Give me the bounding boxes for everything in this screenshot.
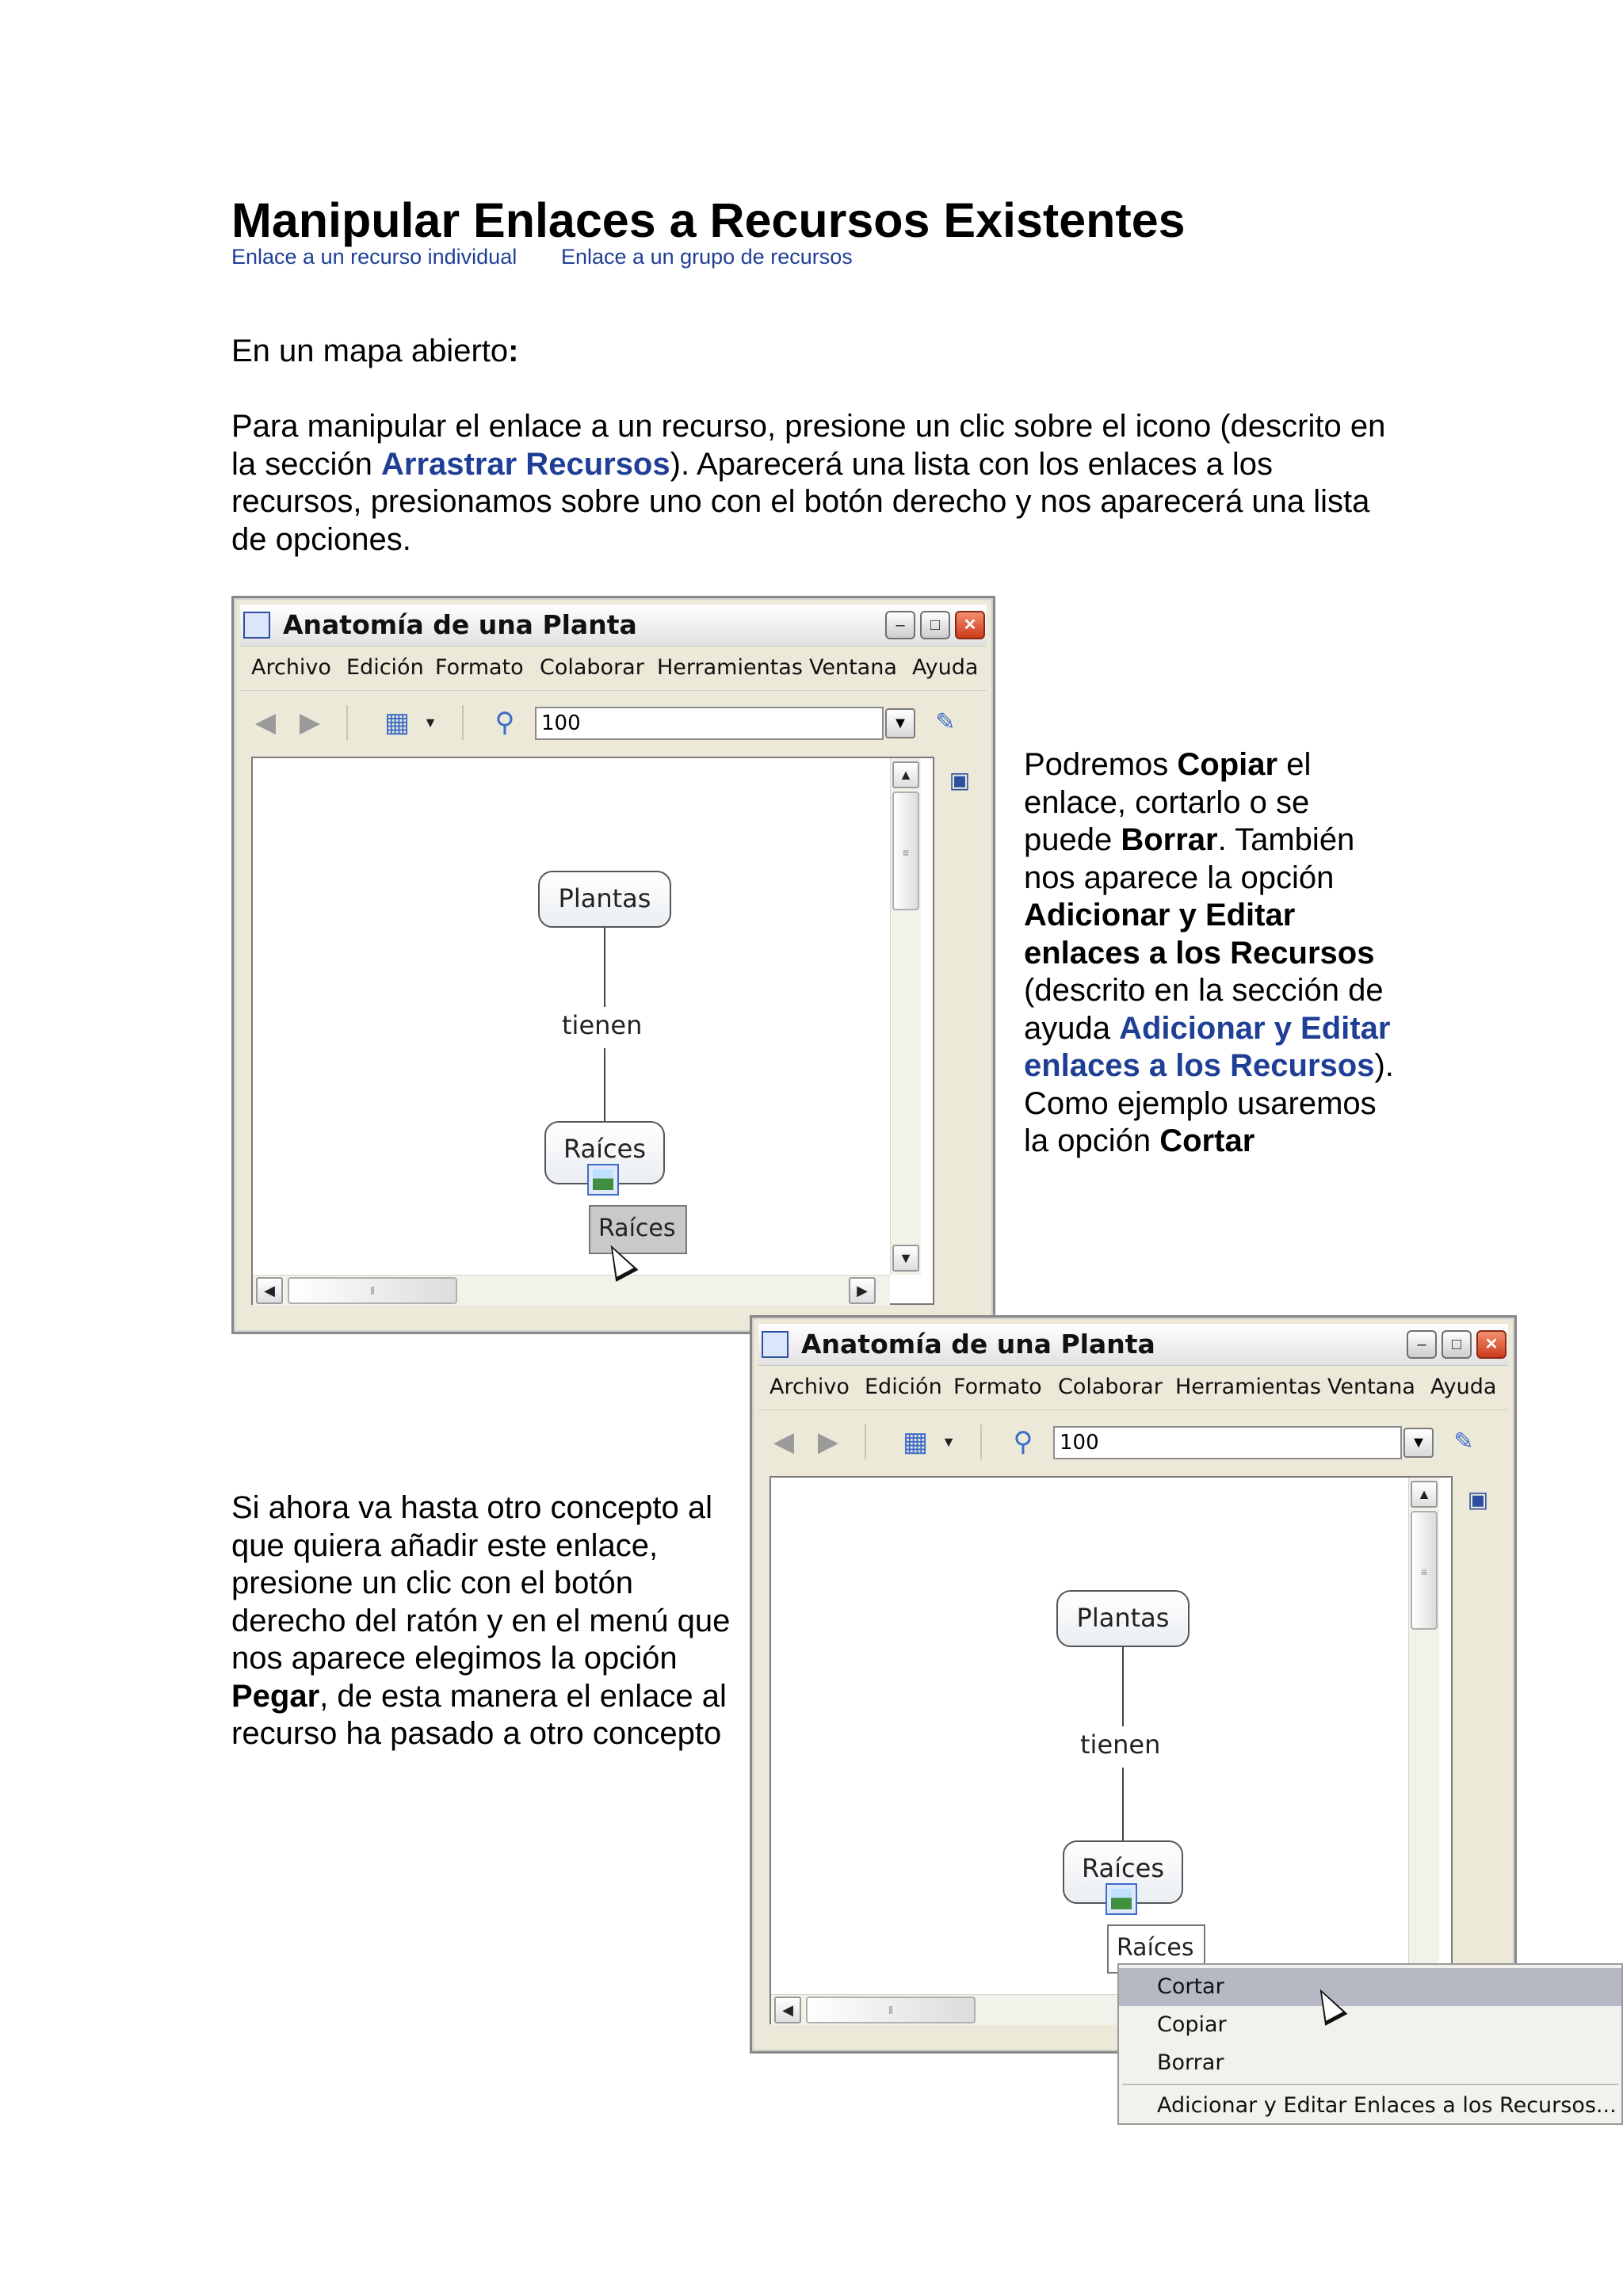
menu-edicion[interactable]: Edición bbox=[346, 655, 424, 680]
zoom-icon[interactable]: ⚲ bbox=[495, 707, 515, 738]
concept-raices[interactable]: Raíces bbox=[544, 1121, 665, 1184]
menu-item-cortar[interactable]: Cortar bbox=[1119, 1968, 1621, 2006]
close-button[interactable]: ✕ bbox=[955, 611, 985, 639]
zoom-dropdown-button[interactable]: ▼ bbox=[1403, 1428, 1434, 1458]
menu-archivo[interactable]: Archivo bbox=[769, 1375, 850, 1399]
menu-ventana[interactable]: Ventana bbox=[1327, 1375, 1415, 1399]
map-canvas[interactable] bbox=[769, 1476, 1453, 2024]
menu-ventana[interactable]: Ventana bbox=[809, 655, 897, 680]
horizontal-scrollbar[interactable] bbox=[253, 1275, 890, 1306]
paragraph-options: Podremos Copiar el enlace, cortarlo o se puede Borrar. También nos aparece la opción Adicionar y Editar enlaces a los Recursos (descrito en la sección de ayuda Adicionar y Editar enlaces a los Recursos). Como ejemplo usaremos la opción Cortar bbox=[1024, 747, 1394, 1158]
linking-phrase[interactable]: tienen bbox=[1080, 1730, 1161, 1760]
scroll-up-button[interactable]: ▲ bbox=[1411, 1481, 1438, 1508]
window-title: Anatomía de una Planta bbox=[283, 609, 637, 640]
menu-herramientas[interactable]: Herramientas bbox=[1175, 1375, 1321, 1399]
zoom-dropdown-button[interactable]: ▼ bbox=[885, 708, 915, 738]
window-titlebar[interactable] bbox=[240, 605, 987, 646]
menu-bar bbox=[758, 1367, 1508, 1405]
menu-formato[interactable]: Formato bbox=[953, 1375, 1042, 1399]
menu-herramientas[interactable]: Herramientas bbox=[657, 655, 803, 680]
window-titlebar[interactable] bbox=[758, 1324, 1508, 1366]
presentation-icon[interactable]: ▣ bbox=[949, 768, 971, 792]
forward-arrow-icon[interactable]: ▶ bbox=[299, 707, 321, 738]
page-title: Manipular Enlaces a Recursos Existentes bbox=[231, 193, 1186, 247]
menu-bar bbox=[240, 647, 987, 685]
linking-phrase[interactable]: tienen bbox=[562, 1010, 643, 1040]
toolbar bbox=[240, 690, 987, 751]
paragraph-manipulate-link: Para manipular el enlace a un recurso, presione un clic sobre el icono (descrito en la sección Arrastrar Recursos). Aparecerá una lista con los enlaces a los recursos, presionamos sobre uno con el botón derecho y nos aparecerá una lista de opciones. bbox=[231, 409, 1386, 557]
scroll-right-button[interactable]: ▶ bbox=[849, 1277, 876, 1304]
vertical-scrollbar[interactable] bbox=[890, 758, 921, 1275]
scroll-left-button[interactable]: ◀ bbox=[256, 1277, 283, 1304]
vertical-scrollbar[interactable] bbox=[1408, 1478, 1439, 1994]
menu-archivo[interactable]: Archivo bbox=[251, 655, 331, 680]
menu-item-copiar[interactable]: Copiar bbox=[1157, 2012, 1227, 2037]
scroll-left-button[interactable]: ◀ bbox=[774, 1997, 801, 2023]
scroll-up-button[interactable]: ▲ bbox=[892, 761, 919, 788]
app-window-2 bbox=[750, 1315, 1517, 2054]
menu-ayuda[interactable]: Ayuda bbox=[912, 655, 979, 680]
paragraph-paste: Si ahora va hasta otro concepto al que quiera añadir este enlace, presione un clic con el botón derecho del ratón y en el menú que nos aparece elegimos la opción Pegar, de esta manera el enlace al recurso ha pasado a otro concepto bbox=[231, 1490, 731, 1751]
scroll-down-button[interactable]: ▼ bbox=[892, 1245, 919, 1272]
image-resource-icon[interactable] bbox=[587, 1164, 619, 1196]
scroll-thumb[interactable]: ≡ bbox=[892, 791, 919, 910]
map-canvas[interactable] bbox=[251, 757, 934, 1305]
close-button[interactable]: ✕ bbox=[1476, 1330, 1507, 1359]
concept-plantas[interactable]: Plantas bbox=[1056, 1590, 1190, 1647]
zoom-input[interactable]: 100 bbox=[1053, 1426, 1402, 1459]
view-icon[interactable]: ▦ bbox=[902, 1427, 929, 1457]
view-icon[interactable]: ▦ bbox=[384, 707, 411, 738]
back-arrow-icon[interactable]: ◀ bbox=[773, 1427, 795, 1457]
window-title: Anatomía de una Planta bbox=[801, 1329, 1155, 1360]
back-arrow-icon[interactable]: ◀ bbox=[254, 707, 277, 738]
zoom-icon[interactable]: ⚲ bbox=[1013, 1427, 1033, 1457]
forward-arrow-icon[interactable]: ▶ bbox=[817, 1427, 839, 1457]
app-window-1 bbox=[231, 596, 995, 1334]
minimize-button[interactable]: – bbox=[885, 611, 915, 639]
resource-list-item[interactable]: Raíces bbox=[589, 1205, 687, 1254]
maximize-button[interactable]: □ bbox=[920, 611, 950, 639]
presentation-icon[interactable]: ▣ bbox=[1467, 1487, 1489, 1512]
image-resource-icon[interactable] bbox=[1106, 1883, 1137, 1915]
menu-item-borrar[interactable]: Borrar bbox=[1157, 2050, 1224, 2075]
concept-map-icon bbox=[243, 612, 270, 639]
link-arrastrar-recursos[interactable]: Arrastrar Recursos bbox=[380, 446, 670, 482]
menu-colaborar[interactable]: Colaborar bbox=[1058, 1375, 1163, 1399]
style-icon[interactable]: ✎ bbox=[1453, 1428, 1474, 1455]
style-icon[interactable]: ✎ bbox=[935, 709, 956, 735]
hscroll-thumb[interactable]: ‖ bbox=[806, 1997, 976, 2023]
hscroll-thumb[interactable]: ‖ bbox=[288, 1277, 457, 1304]
toolbar bbox=[758, 1409, 1508, 1470]
menu-item-adicionar-editar[interactable]: Adicionar y Editar Enlaces a los Recursos... bbox=[1157, 2093, 1617, 2118]
zoom-input[interactable]: 100 bbox=[535, 707, 884, 740]
chevron-down-icon[interactable]: ▼ bbox=[941, 1434, 956, 1450]
menu-formato[interactable]: Formato bbox=[435, 655, 524, 680]
link-adicionar-editar[interactable]: Adicionar y Editar enlaces a los Recursos bbox=[1024, 1010, 1391, 1083]
link-individual-resource[interactable]: Enlace a un recurso individual bbox=[231, 245, 517, 269]
concept-map-icon bbox=[762, 1331, 789, 1358]
menu-ayuda[interactable]: Ayuda bbox=[1430, 1375, 1497, 1399]
context-menu bbox=[1117, 1963, 1623, 2125]
chevron-down-icon[interactable]: ▼ bbox=[423, 715, 437, 730]
maximize-button[interactable]: □ bbox=[1442, 1330, 1472, 1359]
concept-raices[interactable]: Raíces bbox=[1063, 1840, 1183, 1904]
scroll-thumb[interactable]: ≡ bbox=[1411, 1511, 1438, 1630]
concept-plantas[interactable]: Plantas bbox=[538, 871, 671, 928]
intro-paragraph: En un mapa abierto: bbox=[231, 334, 519, 368]
menu-colaborar[interactable]: Colaborar bbox=[540, 655, 644, 680]
link-resource-group[interactable]: Enlace a un grupo de recursos bbox=[561, 245, 853, 269]
resource-list-item[interactable]: Raíces bbox=[1107, 1924, 1205, 1974]
menu-edicion[interactable]: Edición bbox=[865, 1375, 942, 1399]
minimize-button[interactable]: – bbox=[1407, 1330, 1437, 1359]
